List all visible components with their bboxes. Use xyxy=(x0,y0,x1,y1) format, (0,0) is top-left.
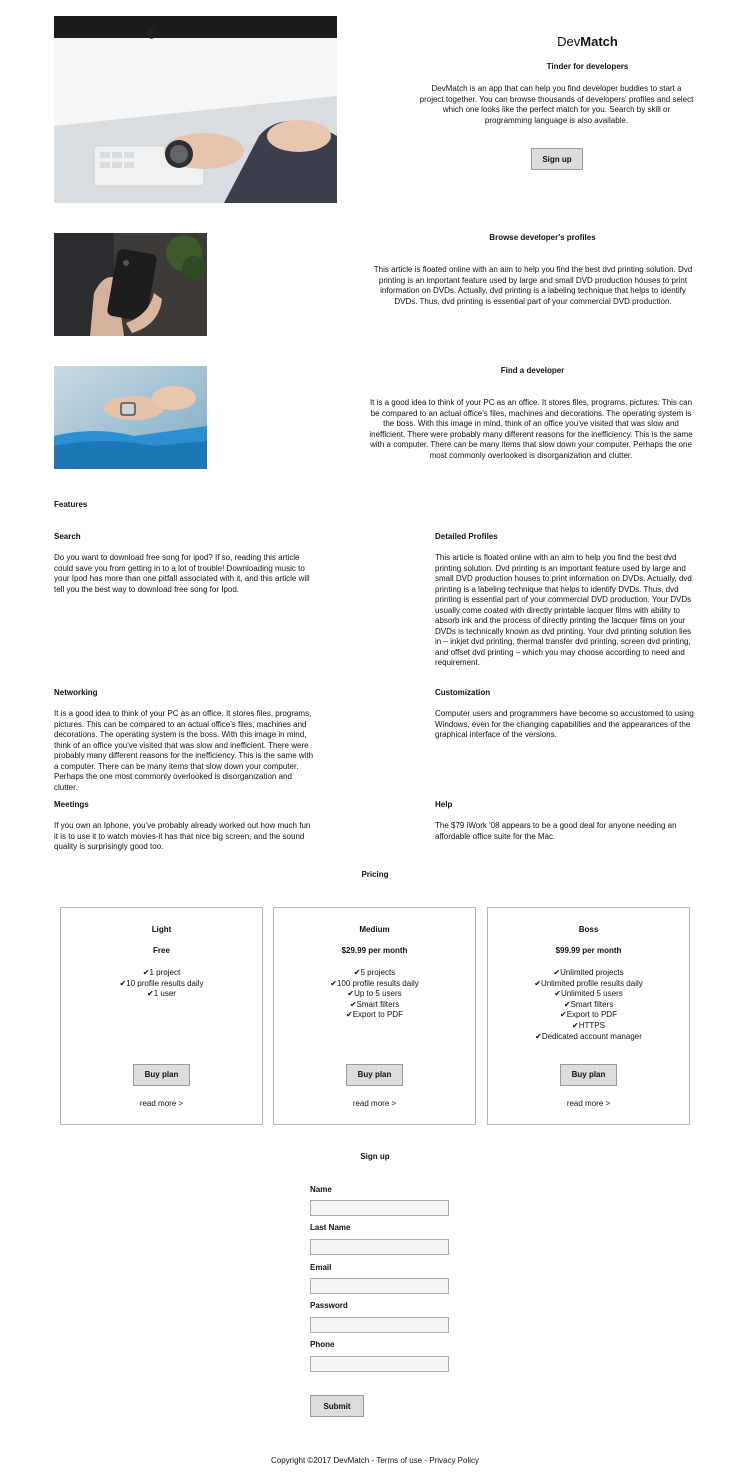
plan-feature: ✔100 profile results daily xyxy=(330,978,419,988)
terms-link[interactable]: Terms of use xyxy=(376,1456,423,1465)
plan-feature: ✔Unlimited 5 users xyxy=(554,989,623,999)
plan-feature: ✔Smart filters xyxy=(349,999,400,1009)
plan-price: $29.99 per month xyxy=(341,946,408,955)
plan-card-medium xyxy=(273,907,476,1125)
plan-feature: ✔Unlimited profile results daily xyxy=(534,978,643,988)
browse-title: Browse developer's profiles xyxy=(489,233,596,242)
plan-feature: ✔Smart filters xyxy=(563,999,614,1009)
plan-name: Medium xyxy=(359,925,390,934)
hero-image xyxy=(54,16,337,203)
plan-card-light xyxy=(60,907,263,1125)
footer: Copyright ©2017 DevMatch - Terms of use - Privacy Policy xyxy=(270,1456,480,1465)
features-heading: Features xyxy=(54,500,88,509)
plan-feature: ✔Export to PDF xyxy=(560,1010,617,1020)
plan-feature: ✔HTTPS xyxy=(572,1020,605,1030)
hero-signup-button[interactable]: Sign up xyxy=(531,148,583,170)
plan-features xyxy=(488,968,689,1042)
feature-meetings-text: If you own an Iphone, you've probably already worked out how much fun it is to use it to watch movies-it has that nice big screen, and the sound quality is surprisingly good too. xyxy=(54,821,311,851)
brand-logo: DevMatch xyxy=(557,34,618,49)
plan-feature: ✔Unlimited projects xyxy=(553,968,624,977)
feature-customization-title: Customization xyxy=(435,688,491,697)
name-input[interactable] xyxy=(310,1200,449,1216)
pricing-heading: Pricing xyxy=(361,870,389,879)
plan-name: Light xyxy=(151,925,172,934)
plan-card-boss xyxy=(487,907,690,1125)
phone-label: Phone xyxy=(310,1340,335,1349)
read-more-link-light[interactable]: read more > xyxy=(139,1099,184,1108)
password-label: Password xyxy=(310,1301,348,1310)
feature-networking-text: It is a good idea to think of your PC as an office. It stores files, programs, pictures. This can be compared to an actual office's files, machines and decorations. The operating system is the boss. With this image in mind, think of an office you've visited that was slow and inefficient. There were probably many different reasons for the inefficiency. This is the same with a computer. There can be many items that slow down your computer. Perhaps the one most commonly overlooked is disorganization and clutter. xyxy=(54,709,314,792)
phone-input[interactable] xyxy=(310,1356,449,1372)
feature-profiles-text: This article is floated online with an aim to help you find the best dvd printing solution. Dvd printing is an important feature used by large and small DVD production houses to print information on DVDs. Actually, dvd printing is a labeling technique that helps to identify DVDs. Thus, dvd printing is essential part of your commercial DVD production. Your DVDs usually come coated with directly printable lacquer films with ability to absorb ink and the process of directly printing the lacquer films on your DVDs is technically known as dvd printing. Your dvd printing solution lies in – inkjet dvd printing, thermal transfer dvd printing, screen dvd printing, and offset dvd printing – which you may choose according to need and requirement. xyxy=(435,553,692,667)
hero-tagline: Tinder for developers xyxy=(546,62,629,71)
feature-help-title: Help xyxy=(435,800,453,809)
plan-features xyxy=(61,968,262,1000)
privacy-link[interactable]: Privacy Policy xyxy=(429,1456,480,1465)
plan-feature: ✔Dedicated account manager xyxy=(535,1031,642,1041)
find-text: It is a good idea to think of your PC as an office. It stores files, programs, pictures. This can be compared to an actual office's files, machines and decorations. The operating system is the boss. With this image in mind, think of an office you've visited that was slow and inefficient. There were probably many different reasons for the inefficiency. This is the same with a computer. There can be many items that slow down your computer. Perhaps the one most commonly overlooked is disorganization and clutter. xyxy=(369,398,693,460)
password-input[interactable] xyxy=(310,1317,449,1333)
phone-image xyxy=(54,233,207,336)
buy-plan-button-boss[interactable]: Buy plan xyxy=(560,1064,617,1086)
plan-feature: ✔Up to 5 users xyxy=(347,989,402,999)
watch-image xyxy=(54,366,207,469)
plan-feature: ✔10 profile results daily xyxy=(119,978,204,988)
plan-name: Boss xyxy=(578,925,599,934)
last-name-label: Last Name xyxy=(310,1223,351,1232)
buy-plan-button-light[interactable]: Buy plan xyxy=(133,1064,190,1086)
email-label: Email xyxy=(310,1263,332,1272)
plan-price: Free xyxy=(153,946,170,955)
submit-button[interactable]: Submit xyxy=(310,1395,364,1417)
plan-feature: ✔5 projects xyxy=(353,968,396,977)
signup-heading: Sign up xyxy=(360,1152,390,1161)
feature-help-text: The $79 iWork '08 appears to be a good deal for anyone needing an affordable office suite for the Mac. xyxy=(435,821,677,841)
plan-feature: ✔1 user xyxy=(147,989,176,999)
name-label: Name xyxy=(310,1185,332,1194)
plan-feature: ✔1 project xyxy=(142,968,181,977)
copyright-text: Copyright ©2017 DevMatch xyxy=(270,1456,370,1465)
last-name-input[interactable] xyxy=(310,1239,449,1255)
find-title: Find a developer xyxy=(500,366,565,375)
feature-search-title: Search xyxy=(54,532,81,541)
read-more-link-medium[interactable]: read more > xyxy=(352,1099,397,1108)
feature-search-text: Do you want to download free song for ipod? If so, reading this article could save you from getting in to a lot of trouble! Downloading music to your Ipod has more than one pitfall associated with it, and this article will tell you the best way to download free song for Ipod. xyxy=(54,553,310,594)
plan-feature: ✔Export to PDF xyxy=(346,1010,403,1020)
feature-customization-text: Computer users and programmers have become so accustomed to using Windows, even for the changing capabilities and the appearances of the graphical interface of the versions. xyxy=(435,709,694,739)
email-input[interactable] xyxy=(310,1278,449,1294)
feature-networking-title: Networking xyxy=(54,688,98,697)
feature-meetings-title: Meetings xyxy=(54,800,89,809)
plan-price: $99.99 per month xyxy=(555,946,622,955)
browse-text: This article is floated online with an aim to help you find the best dvd printing solution. Dvd printing is an important feature used by large and small DVD production houses to print information on DVDs. Actually, dvd printing is a labeling technique that helps to identify DVDs. Thus, dvd printing is essential part of your commercial DVD production. xyxy=(373,265,693,306)
plan-features xyxy=(274,968,475,1021)
buy-plan-button-medium[interactable]: Buy plan xyxy=(346,1064,403,1086)
feature-profiles-title: Detailed Profiles xyxy=(435,532,498,541)
hero-description: DevMatch is an app that can help you find developer buddies to start a project together. You can browse thousands of developers' profiles and select which one looks like the perfect match for you. Search by skill or programming language is also available. xyxy=(419,84,694,125)
read-more-link-boss[interactable]: read more > xyxy=(566,1099,611,1108)
